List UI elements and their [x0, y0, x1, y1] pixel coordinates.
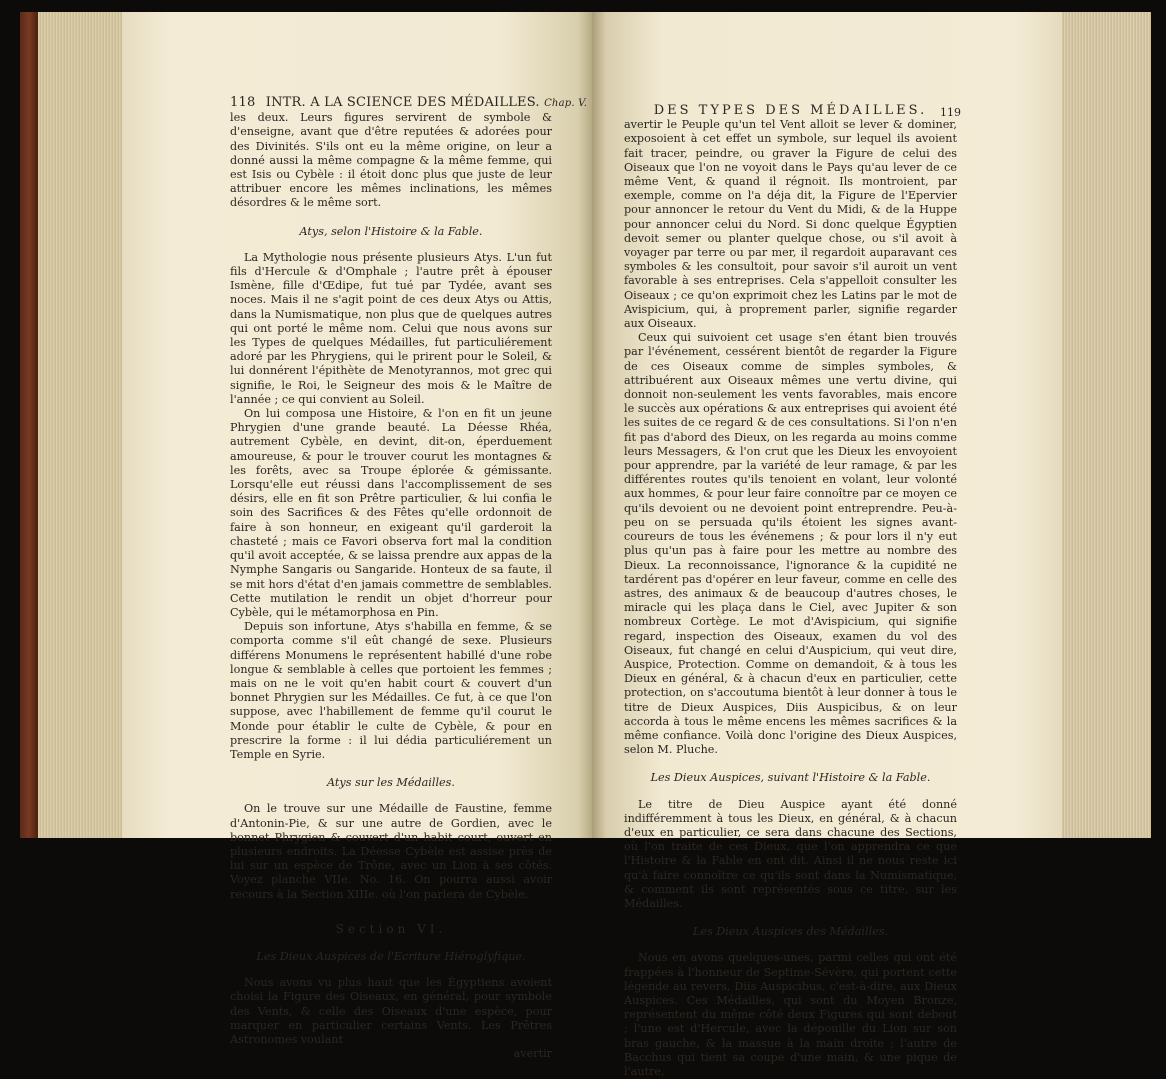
subheading-dieux-auspices-medailles: Les Dieux Auspices des Médailles. — [692, 925, 889, 939]
subheading-atys-histoire: Atys, selon l'Histoire & la Fable. — [299, 224, 483, 238]
subheading-atys-medailles: Atys sur les Médailles. — [327, 776, 455, 790]
left-page-text-column — [230, 95, 588, 1061]
right-page-text-column — [624, 103, 961, 1079]
section-heading: Section VI. — [335, 921, 447, 936]
left-running-title: INTR. A LA SCIENCE DES MÉDAILLES. — [265, 95, 540, 110]
right-running-head — [624, 103, 961, 119]
paragraph-histoire-atys: On lui composa une Histoire, & l'on en fit un jeune Phrygien d'une grande beauté. La Déesse Rhéa, autrement Cybèle, en devint, dit-on, éperduement amoureuse, & pour le trouver courut les montagnes & les forêts, avec sa Troupe éplorée & gémissante. Lorsqu'elle eut réussi dans l'accomplissement de ses désirs, elle en fit son Prêtre particulier, & lui confia le soin des Sacrifices & des Fêtes qu'elle ordonnoit de faire à son honneur, en exigeant qu'il garderoit la chasteté ; mais ce Favori observa fort mal la condition qu'il avoit acceptée, & se laissa prendre aux appas de la Nymphe Sangaris ou Sangaride. Honteux de sa faute, il se mit hors d'état d'en jamais commettre de semblables. Cette mutilation le rendit un objet d'horreur pour Cybèle, qui le métamorphosa en Pin. — [230, 407, 552, 619]
right-page — [592, 12, 1062, 1078]
left-chapter-label: Chap. V. — [544, 98, 588, 109]
paragraph-avertir: avertir le Peuple qu'un tel Vent alloit se lever & dominer, exposoient à cet effet un symbole, sur lequel ils avoient fait tracer, peindre, ou graver la Figure de celui des Oiseaux que l'on ne voyoit dans le Pays qu'au lever de ce même Vent, & quand il régnoit. Ils montroient, par exemple, comme on l'a déja dit, la Figure de l'Epervier pour annoncer le retour du Vent du Midi, & de la Huppe pour annoncer celui du Nord. Si donc quelque Égyptien devoit semer ou planter quelque chose, ou s'il avoit à voyager par terre ou par mer, il regardoit auparavant ces symboles & les consultoit, pour savoir s'il auroit un vent favorable à ses entreprises. Cela s'appelloit consulter les Oiseaux ; ce qu'on exprimoit chez les Latins par le mot de Avispicium, qui, à proprement parler, signifie regarder aux Oiseaux. — [624, 118, 957, 331]
paragraph-usage: Ceux qui suivoient cet usage s'en étant bien trouvés par l'événement, cessérent bientôt de regarder la Figure de ces Oiseaux comme de simples symboles, & attribuérent aux Oiseaux mêmes une vertu divine, qui donnoit non-seulement les vents favorables, mais encore le succès aux opérations & aux entreprises qui avoient été les suites de ce regard & de ces consultations. Si l'on n'en fit pas d'abord des Dieux, on les regarda au moins comme leurs Messagers, & l'on crut que les Dieux les envoyoient pour apprendre, par la variété de leur ramage, & par les différentes routes qu'ils tenoient en volant, leur volonté aux hommes, & pour leur faire connoître par ce moyen ce qu'ils devoient ou ne devoient point entreprendre. Peu-à-peu on se persuada qu'ils étoient les signes avant-coureurs de tous les événemens ; & pour lors il n'y eut plus qu'un pas à faire pour les mettre au nombre des Dieux. La reconnoissance, l'ignorance & la cupidité ne tardérent pas d'opérer en leur faveur, comme en celle des astres, des animaux & de beaucoup d'autres choses, le miracle qui les plaça dans le Ciel, avec Jupiter & son nombreux Cortège. Le mot d'Avispicium, qui signifie regard, inspection des Oiseaux, examen du vol des Oiseaux, fut changé en celui d'Auspicium, qui veut dire, Auspice, Protection. Comme on demandoit, & à tous les Dieux en général, & à chacun d'eux en particulier, cette protection, on s'accoutuma bientôt à leur donner à tous le titre de Dieux Auspices, Diis Auspicibus, & on leur accorda à tous le même encens les mêmes sacrifices & la même confiance. Voilà donc l'origine des Dieux Auspices, selon M. Pluche. — [624, 331, 957, 757]
right-page-number: 119 — [940, 106, 961, 119]
paragraph-faustine: On le trouve sur une Médaille de Faustine, femme d'Antonin-Pie, & sur une autre de Gordien, avec le bonnet Phrygien & couvert d'un habit court, ouvert en plusieurs endroits. La Déesse Cybèle est assise près de lui sur un espèce de Trône, avec un Lion à ses côtés. Voyez planche VIIe. No. 16. On pourra aussi avoir recours à la Section XIIIe. où l'on parlera de Cybèle. — [230, 802, 552, 901]
paragraph-infortune: Depuis son infortune, Atys s'habilla en femme, & se comporta comme s'il eût changé de sexe. Plusieurs différens Monumens le représentent habillé d'une robe longue & semblable à celles que portoient les femmes ; mais on ne le voit qu'en habit court & couvert d'un bonnet Phrygien sur les Médailles. Ce fut, à ce que l'on suppose, avec l'habillement de femme qu'il courut le Monde pour établir le culte de Cybèle, & pour en prescrire la forme : il lui dédia particuliérement un Temple en Syrie. — [230, 620, 552, 761]
left-page — [122, 12, 592, 1061]
catchword: avertir — [513, 1047, 552, 1061]
paragraph-septime-severe: Nous en avons quelques-unes, parmi celles qui ont été frappées à l'honneur de Septime-Sévère, qui portent cette légende au revers, Diis Auspicibus, c'est-à-dire, aux Dieux Auspices. Ces Médailles, qui sont du Moyen Bronze, représentent du même côté deux Figures qui sont debout ; l'une est d'Hercule, avec la dépouille du Lion sur son bras gauche, & la massue à la main droite ; l'autre de Bacchus qui tient sa coupe d'une main, & une pique de l'autre, — [624, 951, 957, 1078]
left-page-number: 118 — [230, 95, 256, 110]
open-book — [20, 12, 1150, 1078]
subheading-dieux-auspices-hieroglyphique: Les Dieux Auspices de l'Ecriture Hiéroglyfique. — [256, 949, 526, 963]
left-top-paragraph: les deux. Leurs figures servirent de symbole & d'enseigne, avant que d'être reputées & adorées pour des Divinités. S'ils ont eu la même origine, on leur a donné aussi la même compagne & la même femme, qui est Isis ou Cybèle : il étoit donc plus que juste de leur attribuer encore les mêmes inclinations, les mêmes désordres & le même sort. — [230, 111, 552, 210]
paragraph-titre-dieu-auspice: Le titre de Dieu Auspice ayant été donné indifféremment à tous les Dieux, en général, & à chacun d'eux en particulier, ce sera dans chacune des Sections, où l'on traite de ces Dieux, que l'on apprendra ce que l'Histoire & la Fable en ont dit. Ainsi il ne nous reste ici qu'à faire connoître ce qu'ils sont dans la Numismatique, & comment ils sont représentés sous ce titre, sur les Médailles. — [624, 797, 957, 910]
paragraph-mythologie: La Mythologie nous présente plusieurs Atys. L'un fut fils d'Hercule & d'Omphale ; l'autre prêt à épouser Ismène, fille d'Œdipe, fut tué par Tydée, avant ses noces. Mais il ne s'agit point de ces deux Atys ou Attis, dans la Numismatique, non plus que de quelques autres qui ont porté le même nom. Celui que nous avons sur les Types de quelques Médailles, fut particuliérement adoré par les Phrygiens, qui le prirent pour le Soleil, & lui donnérent l'épithète de Menotyrannos, mot grec qui signifie, le Roi, le Seigneur des mois & le Maître de l'année ; ce qui convient au Soleil. — [230, 250, 552, 406]
right-page-edges — [1060, 12, 1151, 838]
left-cover-binding — [20, 12, 38, 838]
left-running-head — [230, 95, 588, 111]
right-running-title: DES TYPES DES MÉDAILLES. — [653, 103, 928, 118]
subheading-dieux-auspices-histoire: Les Dieux Auspices, suivant l'Histoire & la Fable. — [650, 771, 931, 785]
paragraph-egyptiens: Nous avons vu plus haut que les Égyptiens avoient choisi la Figure des Oiseaux, en général, pour symbole des Vents, & celle des Oiseaux d'une espèce, pour marquer en particulier certains Vents. Les Prêtres Astronomes voulant — [230, 976, 552, 1046]
